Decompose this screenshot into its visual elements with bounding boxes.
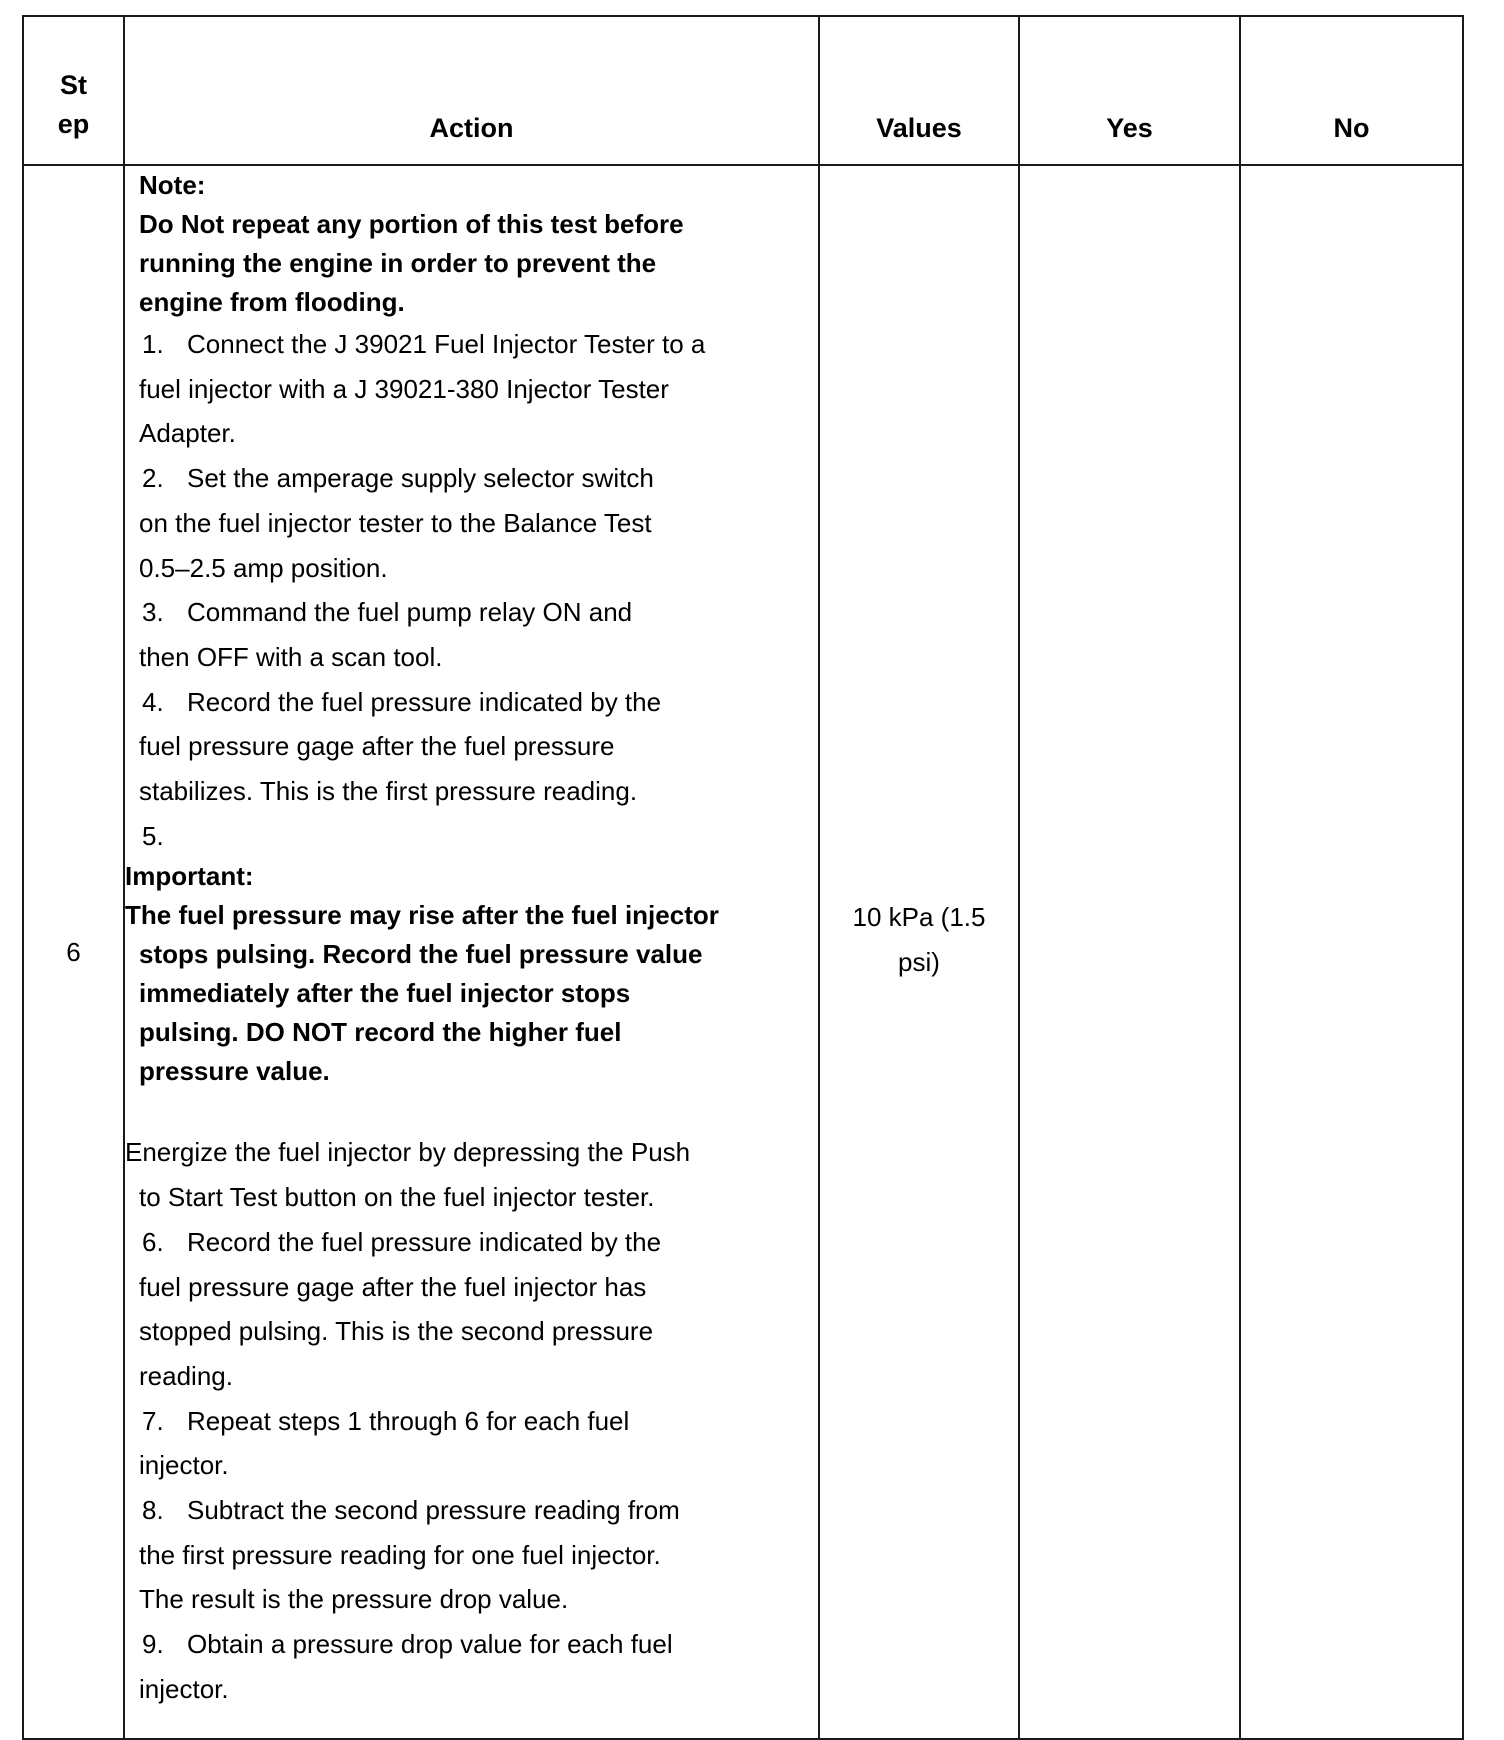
important-label: Important: [125,861,254,892]
step-line: Obtain a pressure drop value for each fuel [187,1629,673,1660]
action-header: Action [124,16,819,165]
step-line: Subtract the second pressure reading from [187,1495,680,1526]
energize-text [125,1130,818,1219]
step-line: 0.5–2.5 amp position. [139,552,388,583]
list-item [125,590,818,679]
step-num: 8. [142,1495,164,1526]
step-line: injector. [139,1673,229,1704]
step-num: 2. [142,463,164,494]
note-block [125,166,818,322]
action-cell [124,165,819,1739]
values-cell [819,165,1019,1739]
important-block [125,857,818,1091]
header-row [23,16,1463,165]
step-line: Adapter. [139,418,236,449]
note-line: engine from flooding. [139,287,405,317]
step-num: 6. [142,1226,164,1257]
step-line: stabilizes. This is the first pressure reading. [139,776,638,807]
important-line: The fuel pressure may rise after the fuel injector [125,900,719,931]
important-line: pressure value. [139,1056,330,1087]
step-line: reading. [139,1360,233,1391]
table-row [23,165,1463,1739]
list-item [125,1622,818,1711]
values-line: 10 kPa (1.5 [852,902,986,932]
step-num: 7. [142,1405,164,1436]
step-line: Set the amperage supply selector switch [187,463,654,494]
step-line: fuel injector with a J 39021-380 Injector Tester [139,373,669,404]
step-line: the first pressure reading for one fuel injector. [139,1539,661,1570]
list-item [125,1220,818,1399]
values-text [834,895,1004,985]
step-line: The result is the pressure drop value. [139,1584,569,1615]
note-label: Note: [139,170,206,200]
values-header: Values [819,16,1019,165]
no-header: No [1240,16,1463,165]
step-line: Connect the J 39021 Fuel Injector Tester to a [187,329,706,359]
energize-line: Energize the fuel injector by depressing the Push [125,1137,691,1168]
step-line: fuel pressure gage after the fuel injector has [139,1271,647,1302]
step-num: 1. [142,329,164,359]
important-line: pulsing. DO NOT record the higher fuel [139,1017,622,1048]
step-num: 4. [142,686,164,717]
step-line: Repeat steps 1 through 6 for each fuel [187,1405,630,1436]
important-text [125,896,818,1091]
list-item [125,456,818,590]
step-line: on the fuel injector tester to the Balance Test [139,507,652,538]
step-header [23,16,124,165]
values-line: psi) [898,947,940,977]
step-line: injector. [139,1450,229,1481]
list-item [125,322,818,456]
step-num: 3. [142,597,164,628]
list-item [125,680,818,814]
step-line: stopped pulsing. This is the second pressure [139,1316,654,1347]
step-num: 5. [142,820,164,851]
step-line: Record the fuel pressure indicated by the [187,686,662,717]
step-number: 6 [23,165,124,1739]
note-line: running the engine in order to prevent the [139,248,657,278]
step-line: then OFF with a scan tool. [139,641,443,672]
energize-line: to Start Test button on the fuel injector tester. [139,1182,655,1213]
yes-header: Yes [1019,16,1240,165]
list-item [125,814,818,859]
step-line: Command the fuel pump relay ON and [187,597,633,628]
yes-cell [1019,165,1240,1739]
note-line: Do Not repeat any portion of this test before [139,209,684,239]
step-line: fuel pressure gage after the fuel pressure [139,731,615,762]
step-header-line2: ep [57,109,90,139]
step-num: 9. [142,1629,164,1660]
step-line: Record the fuel pressure indicated by the [187,1226,662,1257]
no-cell [1240,165,1463,1739]
step-header-line1: St [60,70,87,100]
important-line: immediately after the fuel injector stops [139,978,631,1009]
important-line: stops pulsing. Record the fuel pressure value [139,939,703,970]
list-item [125,1399,818,1488]
procedure-table [22,15,1464,1740]
list-item [125,1488,818,1622]
